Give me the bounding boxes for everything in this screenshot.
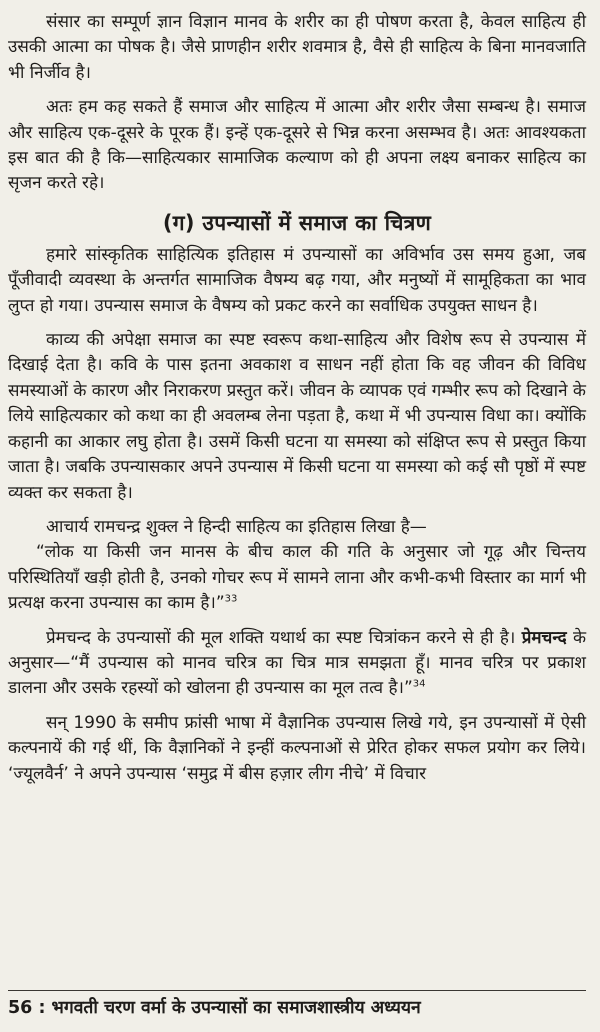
section-heading: (ग) उपन्यासों में समाज का चित्रण [162, 210, 432, 235]
paragraph-4: काव्य की अपेक्षा समाज का स्पष्ट स्वरूप कथा-साहित्य और विशेष रूप से उपन्यास में दिखाई देता है। कवि के पास इतना अवकाश व साधन नहीं होता कि वह जीवन की विविध समस्याओं के कारण और निराकरण प्रस्तुत करें। जीवन के व्यापक एवं गम्भीर रूप को दिखाने के लिये साहित्यकार को कथा का ही अवलम्ब लेना पड़ता है, कथा में भी उपन्यास विधा का। क्योंकि कहानी का आकार लघु होता है। उसमें किसी घटना या समस्या को संक्षिप्त रूप से प्रस्तुत किया जाता है। जबकि उपन्यासकार अपने उपन्यास में किसी घटना या समस्या को कई सौ पृष्ठों में स्पष्ट व्यक्त कर सकता है। [8, 330, 586, 503]
quote-text: “लोक या किसी जन मानस के बीच काल की गति के अनुसार जो गूढ़ और चिन्तय परिस्थितियाँ खड़ी होती है, उनको गोचर रूप में सामने लाना और कभी-कभी विस्तार का मार्ग भी प्रत्यक्ष करना उपन्यास का काम है।” [8, 542, 586, 614]
paragraph-6-lead: प्रेमचन्द के उपन्यासों की मूल शक्ति यथार्थ का स्पष्ट चित्रांकन करने से ही है। [46, 627, 516, 648]
page-footer: 56 : भगवती चरण वर्मा के उपन्यासों का समाजशास्त्रीय अध्ययन [8, 990, 586, 1021]
footnote-33: 33 [224, 593, 238, 605]
paragraph-6-rest: के अनुसार—“मैं उपन्यास को मानव चरित्र का चित्र मात्र समझता हूँ। मानव चरित्र पर प्रकाश डालना और उसके रहस्यों को खोलना ही उपन्यास का मूल तत्व है।” [8, 627, 586, 699]
block-quote-1 [8, 540, 586, 616]
paragraph-1: संसार का सम्पूर्ण ज्ञान विज्ञान मानव के शरीर का ही पोषण करता है, केवल साहित्य ही उसकी आत्मा का पोषक है। जैसे प्राणहीन शरीर शवमात्र है, वैसे ही साहित्य के बिना मानवजाति भी निर्जीव है। [8, 12, 586, 83]
paragraph-5: आचार्य रामचन्द्र शुक्ल ने हिन्दी साहित्य का इतिहास लिखा है— [46, 516, 427, 537]
premchand-bold: प्रेमचन्द [521, 627, 567, 648]
footnote-34: 34 [412, 678, 426, 690]
paragraph-6 [8, 626, 586, 702]
paragraph-2: अतः हम कह सकते हैं समाज और साहित्य में आत्मा और शरीर जैसा सम्बन्ध है। समाज और साहित्य एक-दूसरे के पूरक हैं। इन्हें एक-दूसरे से भिन्न करना असम्भव है। अतः आवश्यकता इस बात की है कि—साहित्यकार सामाजिक कल्याण को ही अपना लक्ष्य बनाकर साहित्य का सृजन करते रहे। [8, 97, 586, 194]
paragraph-7: सन् 1990 के समीप फ्रांसी भाषा में वैज्ञानिक उपन्यास लिखे गये, इन उपन्यासों में ऐसी कल्पनायें की गई थीं, कि वैज्ञानिकों ने इन्हीं कल्पनाओं से प्रेरित होकर सफल प्रयोग कर लिये। ‘ज्यूलवैर्न’ ने अपने उपन्यास ‘समुद्र में बीस हज़ार लीग नीचे’ में विचार [8, 712, 586, 784]
paragraph-3: हमारे सांस्कृतिक साहित्यिक इतिहास मं उपन्यासों का अविर्भाव उस समय हुआ, जब पूँजीवादी व्यवस्था के अन्तर्गत सामाजिक वैषम्य बढ़ गया, और मनुष्यों में सामूहिकता का भाव लुप्त हो गया। उपन्यास समाज के वैषम्य को प्रकट करने का सर्वाधिक उपयुक्त साधन है। [8, 244, 586, 316]
